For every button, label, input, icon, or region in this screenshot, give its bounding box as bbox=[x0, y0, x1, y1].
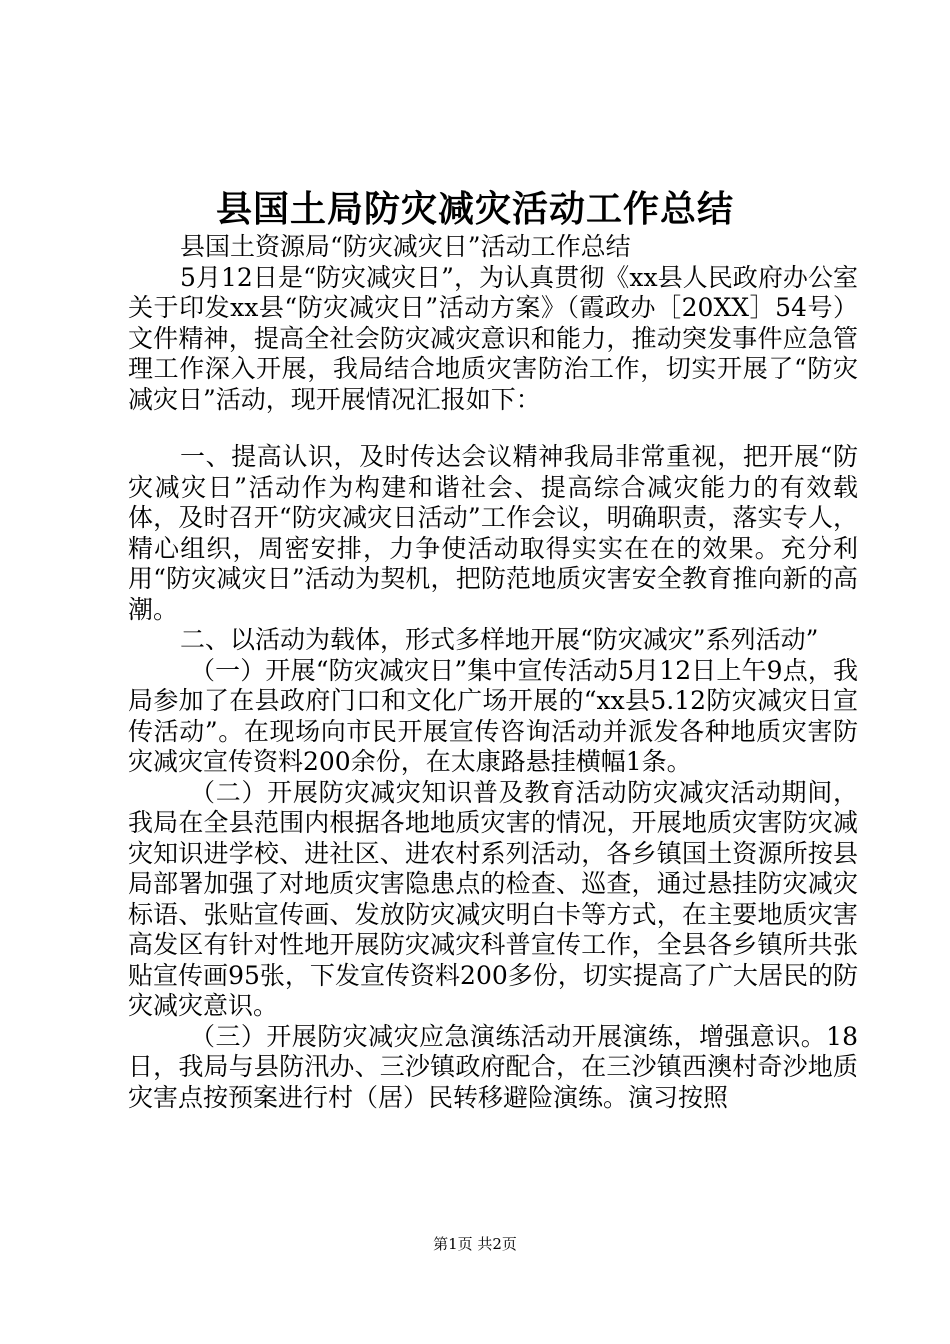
document-body bbox=[128, 232, 858, 1113]
subtitle-paragraph: 县国土资源局“防灾减灾日”活动工作总结 bbox=[180, 232, 631, 261]
document-title: 县国土局防灾减灾活动工作总结 bbox=[215, 188, 734, 230]
intro-paragraph: 5月12日是“防灾减灾日”，为认真贯彻《xx县人民政府办公室关于印发xx县“防灾减灾日”活动方案》（霞政办［20XX］54号）文件精神，提高全社会防灾减灾意识和能力，推动突发事件应急管理工作深入开展，我局结合地质灾害防治工作，切实开展了“防灾减灾日”活动，现开展情况汇报如下： bbox=[128, 262, 858, 414]
page-number-footer: 第1页 共2页 bbox=[433, 1235, 517, 1253]
subsection-one-paragraph: （一）开展“防灾减灾日”集中宣传活动5月12日上午9点，我局参加了在县政府门口和文化广场开展的“xx县5.12防灾减灾日宣传活动”。在现场向市民开展宣传咨询活动并派发各种地质灾害防灾减灾宣传资料200余份，在太康路悬挂横幅1条。 bbox=[128, 655, 858, 776]
section-one-paragraph: 一、提高认识，及时传达会议精神我局非常重视，把开展“防灾减灾日”活动作为构建和谐社会、提高综合减灾能力的有效载体，及时召开“防灾减灾日活动”工作会议，明确职责，落实专人，精心组织，周密安排，力争使活动取得实实在在的效果。充分利用“防灾减灾日”活动为契机，把防范地质灾害安全教育推向新的高潮。 bbox=[128, 442, 858, 624]
section-two-heading: 二、以活动为载体，形式多样地开展“防灾减灾”系列活动” bbox=[180, 625, 819, 654]
subsection-three-paragraph: （三）开展防灾减灾应急演练活动开展演练，增强意识。18日，我局与县防汛办、三沙镇政府配合，在三沙镇西澳村奇沙地质灾害点按预案进行村（居）民转移避险演练。演习按照 bbox=[128, 1021, 858, 1112]
subsection-two-paragraph: （二）开展防灾减灾知识普及教育活动防灾减灾活动期间，我局在全县范围内根据各地地质灾害的情况，开展地质灾害防灾减灾知识进学校、进社区、进农村系列活动，各乡镇国土资源所按县局部署加强了对地质灾害隐患点的检查、巡查，通过悬挂防灾减灾标语、张贴宣传画、发放防灾减灾明白卡等方式，在主要地质灾害高发区有针对性地开展防灾减灾科普宣传工作，全县各乡镇所共张贴宣传画95张，下发宣传资料200多份，切实提高了广大居民的防灾减灾意识。 bbox=[128, 777, 858, 1020]
